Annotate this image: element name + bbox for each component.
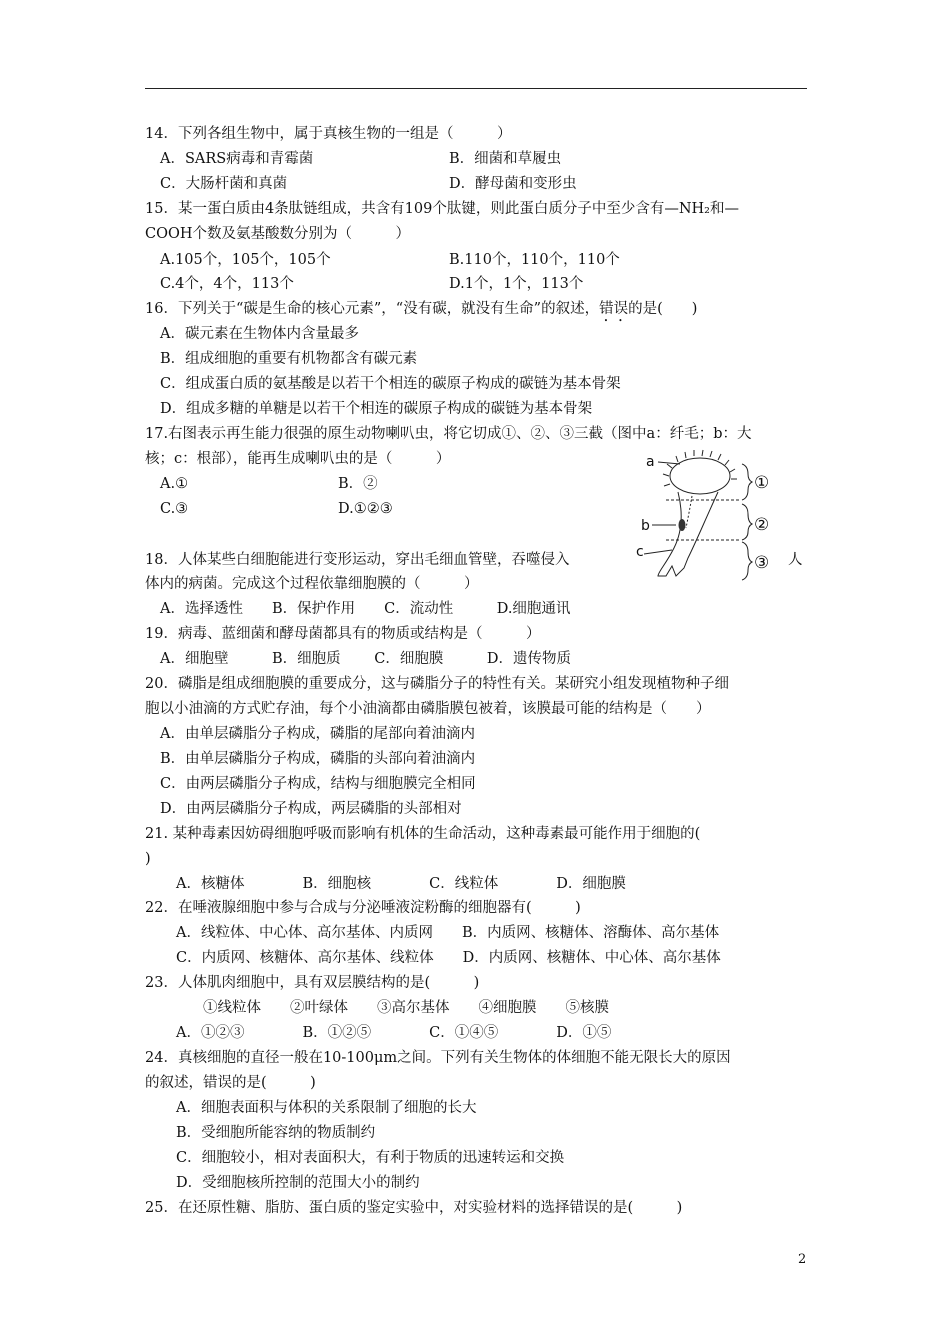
q16-option-c: C．组成蛋白质的氨基酸是以若干个相连的碳原子构成的碳链为基本骨架: [160, 376, 621, 392]
q14-option-a: A．SARS病毒和青霉菌: [160, 151, 314, 167]
q15-stem-line2: COOH个数及氨基酸数分别为（ ）: [145, 226, 411, 242]
q20-stem-line2: 胞以小油滴的方式贮存油，每个小油滴都由磷脂膜包被着，该膜最可能的结构是（ ）: [145, 701, 711, 717]
q15-option-d: D.1个，1个，113个: [449, 276, 584, 292]
q24-stem-line1: 24．真核细胞的直径一般在10-100μm之间。下列有关生物体的体细胞不能无限长大的原因: [145, 1050, 731, 1066]
q24-option-b: B．受细胞所能容纳的物质制约: [176, 1125, 376, 1141]
q16-option-b: B．组成细胞的重要有机物都含有碳元素: [160, 351, 418, 367]
q20-option-b: B．由单层磷脂分子构成，磷脂的头部向着油滴内: [160, 751, 476, 767]
q24-option-a: A．细胞表面积与体积的关系限制了细胞的长大: [176, 1100, 477, 1116]
q21-stem-line1: 21. 某种毒素因妨碍细胞呼吸而影响有机体的生命活动，这种毒素最可能作用于细胞的(: [145, 826, 701, 842]
q22-options-ab: A．线粒体、中心体、高尔基体、内质网 B．内质网、核糖体、溶酶体、高尔基体: [176, 925, 720, 941]
q16-stem: [145, 299, 697, 325]
q17-option-d: D.①②③: [338, 501, 393, 517]
q16-stem-pre: 16．下列关于“碳是生命的核心元素”，“没有碳，就没有生命”的叙述，: [145, 301, 600, 317]
body-outline: [658, 492, 718, 576]
brace-3: [742, 542, 752, 580]
header-rule: [145, 88, 807, 89]
q23-options: A．①②③ B．①②⑤ C．①④⑤ D．①⑤: [176, 1025, 612, 1041]
cilia: [663, 450, 737, 486]
q14-option-c: C．大肠杆菌和真菌: [160, 176, 288, 192]
figure-label-a: a: [646, 454, 655, 470]
leader-c: [644, 550, 672, 554]
q16-stem-post: 的是( ): [628, 301, 698, 317]
q24-stem-line2: 的叙述，错误的是( ): [145, 1075, 316, 1091]
q22-stem: 22．在唾液腺细胞中参与合成与分泌唾液淀粉酶的细胞器有( ): [145, 900, 581, 916]
q21-options: A．核糖体 B．细胞核 C．线粒体 D．细胞膜: [176, 876, 626, 892]
q19-options: A．细胞壁 B．细胞质 C．细胞膜 D．遗传物质: [160, 651, 571, 667]
q20-stem-line1: 20．磷脂是组成细胞膜的重要成分，这与磷脂分子的特性有关。某研究小组发现植物种子细: [145, 676, 729, 692]
q17-stem-line2: 核；c：根部），能再生成喇叭虫的是（ ）: [145, 451, 451, 467]
brace-1: [742, 464, 752, 500]
q16-option-a: A．碳元素在生物体内含量最多: [160, 326, 359, 342]
oral-disc: [670, 458, 730, 494]
q20-option-a: A．由单层磷脂分子构成，磷脂的尾部向着油滴内: [160, 726, 475, 742]
figure-part-3: ③: [754, 553, 770, 573]
q15-option-a: A.105个，105个，105个: [160, 252, 331, 268]
q18-stem-line2: 体内的病菌。完成这个过程依靠细胞膜的（ ）: [145, 576, 479, 592]
q15-option-b: B.110个，110个，110个: [449, 252, 620, 268]
q24-option-d: D．受细胞核所控制的范围大小的制约: [176, 1175, 420, 1191]
figure-part-1: ①: [754, 473, 770, 493]
q25-stem: 25．在还原性糖、脂肪、蛋白质的鉴定实验中，对实验材料的选择错误的是( ): [145, 1200, 683, 1216]
figure-label-b: b: [641, 518, 650, 534]
q15-option-c: C.4个，4个，113个: [160, 276, 294, 292]
q23-items: ①线粒体 ②叶绿体 ③高尔基体 ④细胞膜 ⑤核膜: [203, 1000, 609, 1016]
figure-label-c: c: [636, 544, 644, 560]
q17-option-c: C.③: [160, 501, 189, 517]
macronucleus: [679, 519, 686, 531]
q14-option-b: B．细菌和草履虫: [449, 151, 562, 167]
body-inner-line: [686, 496, 692, 528]
q14-option-d: D．酵母菌和变形虫: [449, 176, 577, 192]
q20-option-c: C．由两层磷脂分子构成，结构与细胞膜完全相同: [160, 776, 476, 792]
q19-stem: 19．病毒、蓝细菌和酵母菌都具有的物质或结构是（ ）: [145, 626, 541, 642]
q22-options-cd: C．内质网、核糖体、高尔基体、线粒体 D．内质网、核糖体、中心体、高尔基体: [176, 950, 721, 966]
brace-2: [742, 504, 752, 540]
q17-option-a: A.①: [160, 476, 189, 492]
q17-stem-line1: 17.右图表示再生能力很强的原生动物喇叭虫，将它切成①、②、③三截（图中a：纤毛；b：大: [145, 426, 752, 442]
q15-stem-line1: 15．某一蛋白质由4条肽链组成，共含有109个肽键，则此蛋白质分子中至少含有—NH₂和—: [145, 201, 739, 217]
q18-stem-line1-tail: 人: [788, 552, 803, 568]
q14-stem: 14．下列各组生物中，属于真核生物的一组是（ ）: [145, 126, 512, 142]
q18-options: A．选择透性 B．保护作用 C．流动性 D.细胞通讯: [160, 601, 571, 617]
stentor-figure: [636, 448, 776, 586]
q21-stem-line2: ): [145, 851, 151, 867]
q20-option-d: D．由两层磷脂分子构成，两层磷脂的头部相对: [160, 801, 462, 817]
q16-option-d: D．组成多糖的单糖是以若干个相连的碳原子构成的碳链为基本骨架: [160, 401, 593, 417]
q24-option-c: C．细胞较小，相对表面积大，有利于物质的迅速转运和交换: [176, 1150, 565, 1166]
q18-stem-line1: 18．人体某些白细胞能进行变形运动，穿出毛细血管壁，吞噬侵入: [145, 552, 570, 568]
leader-a: [658, 462, 680, 464]
page-number: 2: [798, 1252, 807, 1267]
q17-option-b: B．②: [338, 476, 378, 492]
figure-part-2: ②: [754, 515, 770, 535]
q23-stem: 23．人体肌肉细胞中，具有双层膜结构的是( ): [145, 975, 480, 991]
q16-stem-emphasis: 错误: [599, 301, 629, 317]
